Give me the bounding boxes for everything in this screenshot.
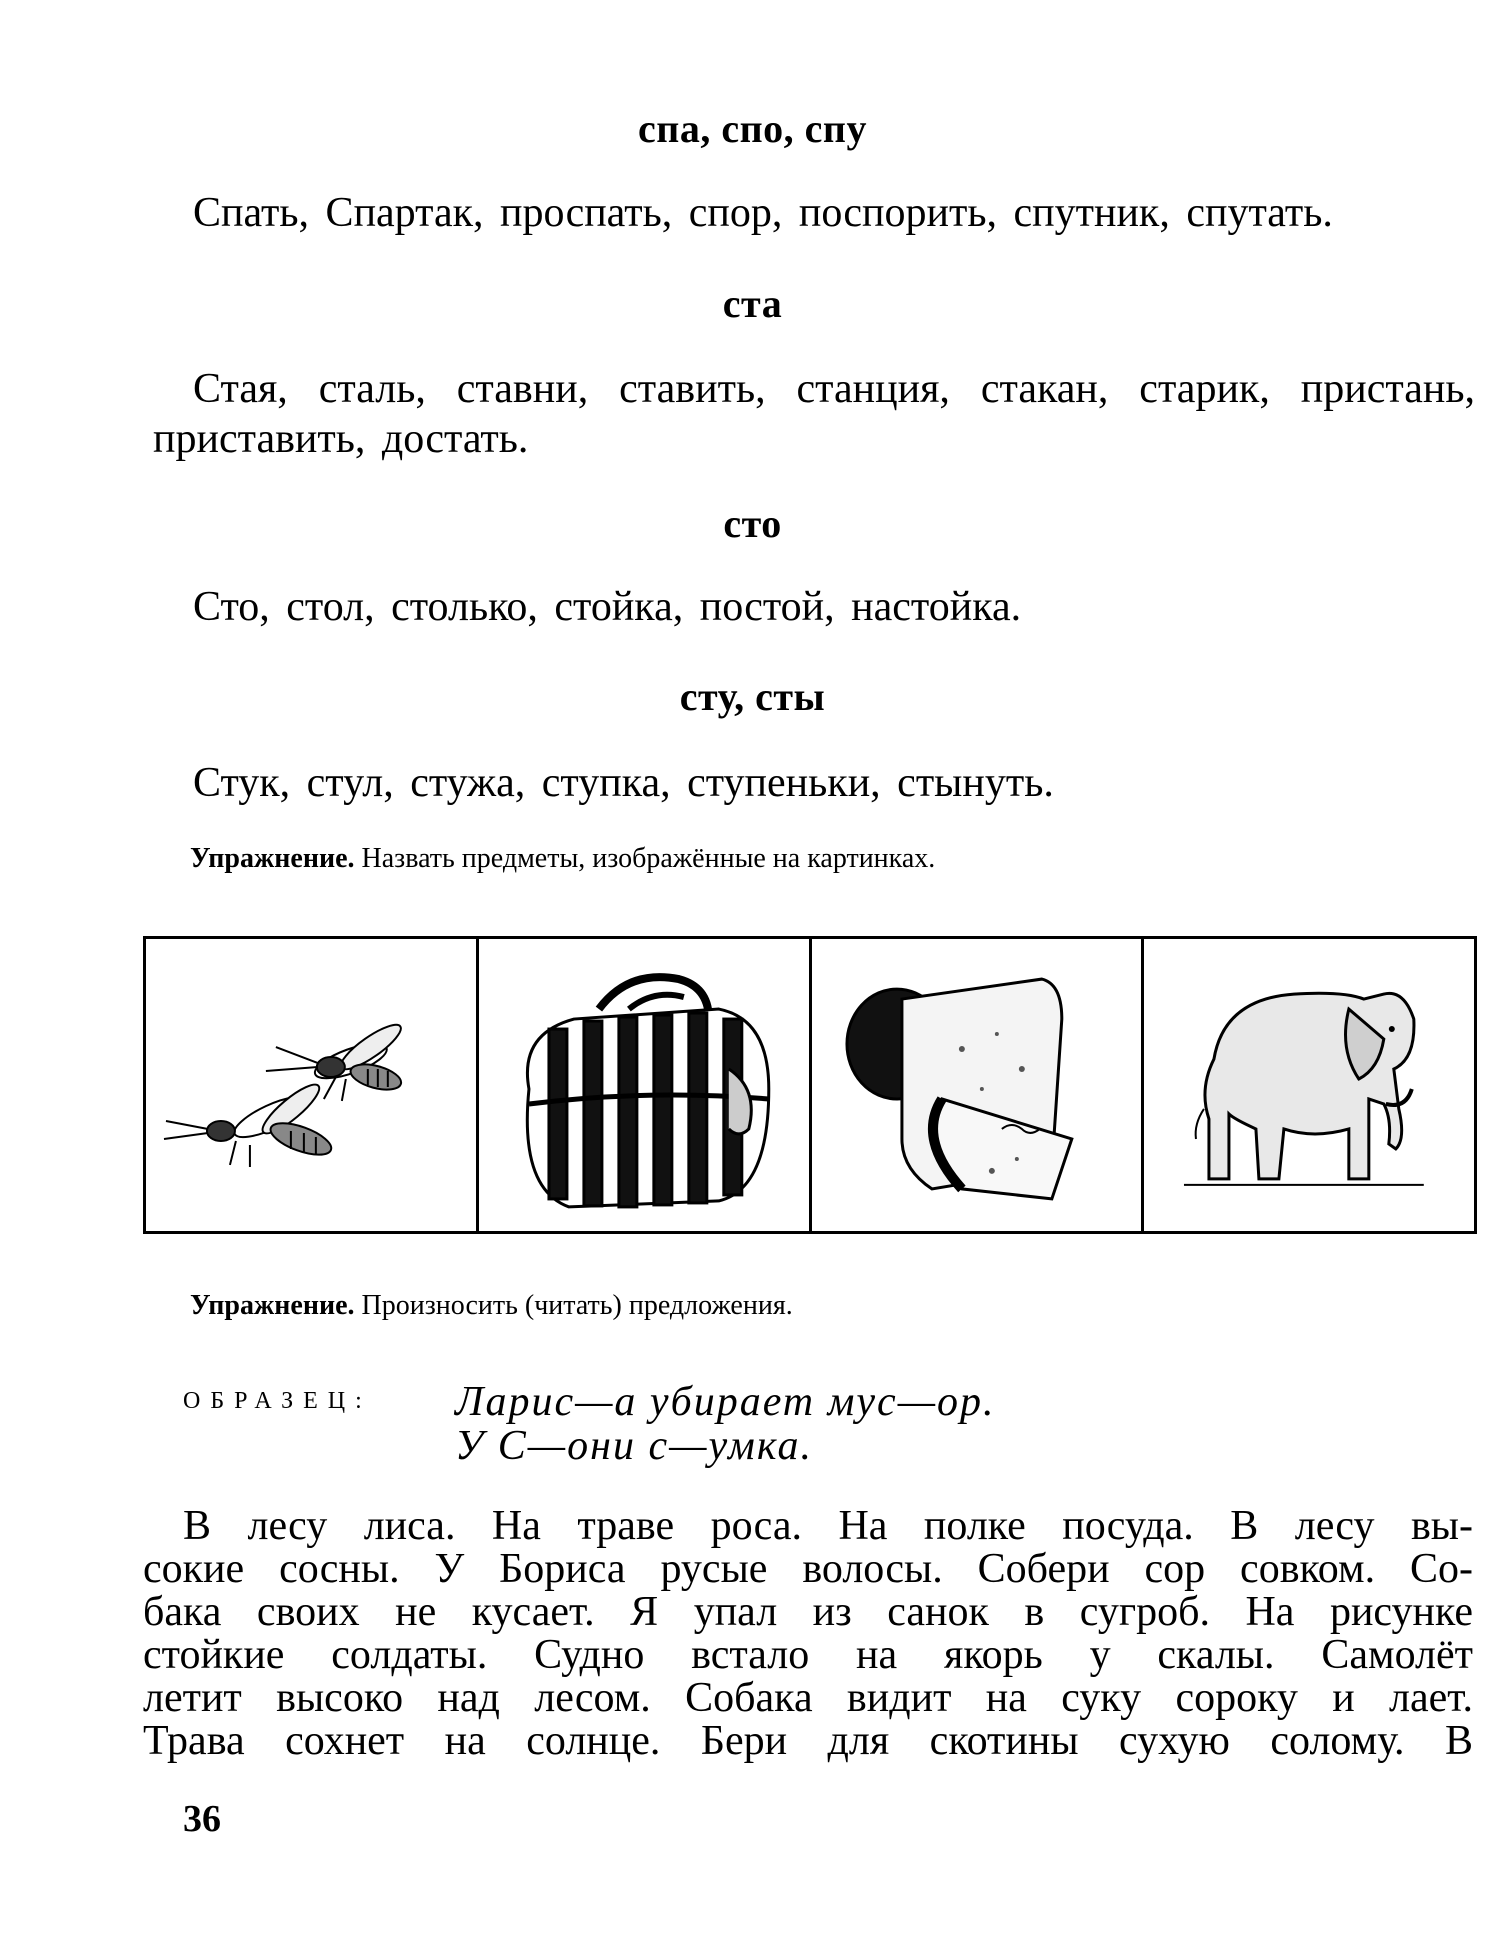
reading-line: стойкие солдаты. Судно встало на якорь у скалы. Самолёт (143, 1632, 1473, 1678)
exercise-name-objects (190, 843, 935, 875)
words-sta (153, 364, 1475, 464)
elephant-icon (1144, 939, 1474, 1231)
picture-strip (143, 936, 1477, 1234)
words-sta-text: Стая, сталь, ставни, ставить, станция, стакан, старик, пристань, приставить, достать. (153, 366, 1475, 462)
heading-sta: ста (722, 281, 783, 326)
heading-sto: сто (723, 501, 782, 546)
words-sto: Сто, стол, столько, стойка, постой, настойка. (193, 584, 1022, 630)
reading-line: сокие сосны. У Бориса русые волосы. Собери сор совком. Со- (143, 1546, 1473, 1592)
exercise-read-sentences (190, 1290, 793, 1322)
sample-line-2: У С—они с—умка. (455, 1423, 813, 1469)
exercise-label: Упражнение. (190, 1290, 355, 1321)
reading-line: летит высоко над лесом. Собака видит на суку сороку и лает. (143, 1675, 1473, 1721)
words-stu: Стук, стул, стужа, ступка, ступеньки, стынуть. (193, 760, 1054, 806)
exercise-text: Произносить (читать) предложения. (354, 1290, 793, 1321)
wasps-icon (146, 939, 476, 1231)
cheese-icon (812, 939, 1142, 1231)
reading-line: Трава сохнет на солнце. Бери для скотины сухую солому. В (143, 1718, 1473, 1764)
sample-line-1: Ларис—а убирает мус—ор. (455, 1379, 996, 1425)
page-number: 36 (183, 1798, 221, 1840)
exercise-text: Назвать предметы, изображённые на картинках. (354, 843, 936, 874)
picture-cell-elephant (1144, 939, 1474, 1231)
words-spa: Спать, Спартак, проспать, спор, поспорить, спутник, спутать. (193, 190, 1333, 236)
bag-icon (479, 939, 809, 1231)
picture-cell-bag (479, 939, 812, 1231)
exercise-label: Упражнение. (190, 843, 355, 874)
heading-stu-sty: сту, сты (679, 674, 826, 719)
reading-line: бака своих не кусает. Я упал из санок в сугроб. На рисунке (143, 1589, 1473, 1635)
sample-label: ОБРАЗЕЦ: (183, 1388, 372, 1414)
picture-cell-cheese (812, 939, 1145, 1231)
heading-spa-spo-spu: спа, спо, спу (638, 106, 867, 151)
reading-paragraph (143, 1505, 1473, 1763)
reading-line: В лесу лиса. На траве роса. На полке посуда. В лесу вы- (183, 1503, 1473, 1549)
picture-cell-wasps (146, 939, 479, 1231)
